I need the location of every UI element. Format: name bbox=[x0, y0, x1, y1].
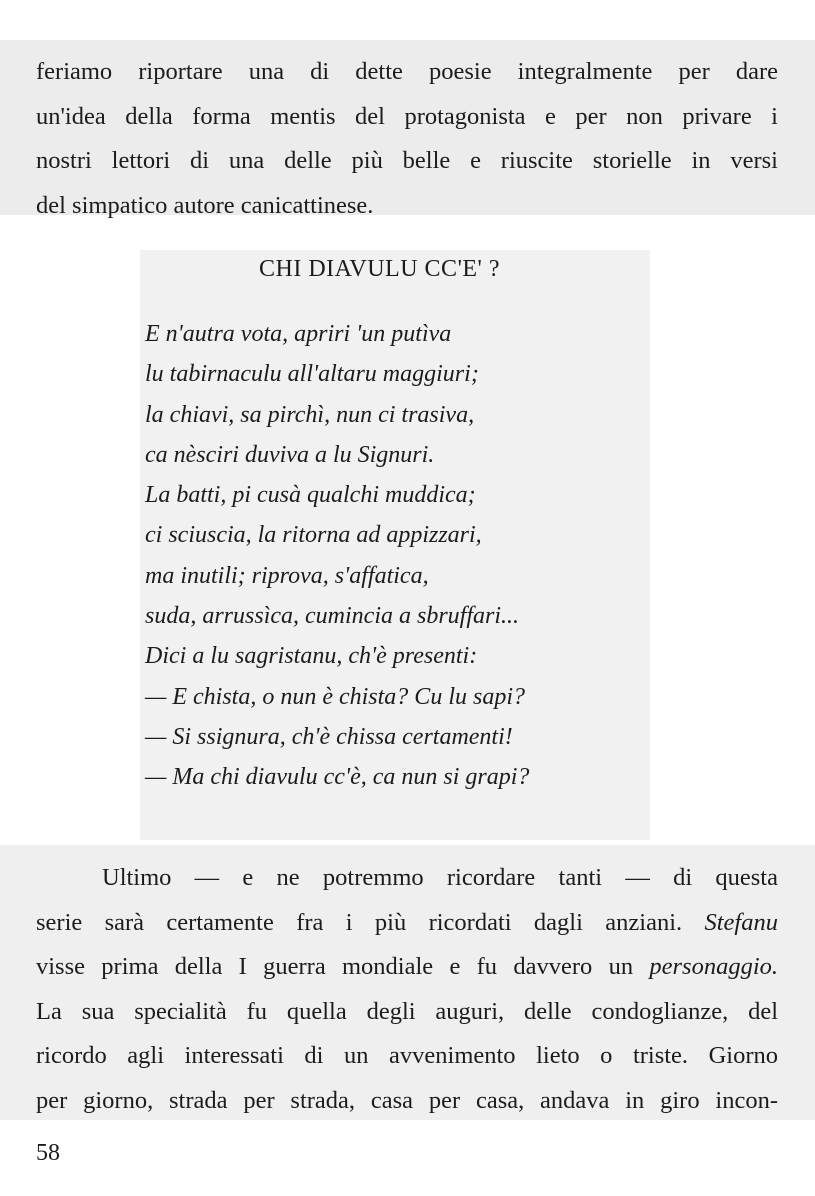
closing-line-3-italic: personaggio. bbox=[649, 953, 778, 980]
poem-verse: La batti, pi cusà qualchi muddica; bbox=[145, 482, 476, 509]
poem-verse: la chiavi, sa pirchì, nun ci trasiva, bbox=[145, 401, 475, 428]
intro-line-1: feriamo riportare una di dette poesie integralmente per dare bbox=[36, 58, 778, 85]
closing-line-1-text: Ultimo — e ne potremmo ricordare tanti — di questa bbox=[102, 864, 778, 891]
intro-line-3: nostri lettori di una delle più belle e riuscite storielle in versi bbox=[36, 147, 778, 174]
poem-title: CHI DIAVULU CC'E' ? bbox=[259, 256, 501, 282]
closing-line-4: La sua specialità fu quella degli auguri, delle condoglianze, del bbox=[36, 997, 778, 1025]
poem-verse: ma inutili; riprova, s'affatica, bbox=[145, 562, 429, 589]
closing-paragraph bbox=[36, 856, 778, 1123]
page-number: 58 bbox=[36, 1140, 60, 1166]
poem-verse: — E chista, o nun è chista? Cu lu sapi? bbox=[145, 683, 525, 710]
intro-line-4: del simpatico autore canicattinese. bbox=[36, 191, 374, 219]
poem-verse: Dici a lu sagristanu, ch'è presenti: bbox=[145, 643, 478, 670]
poem-verses bbox=[145, 314, 645, 798]
closing-line-2 bbox=[36, 901, 778, 946]
closing-line-2-italic: Stefanu bbox=[704, 908, 778, 936]
closing-line-2-text: serie sarà certamente fra i più ricordati dagli anziani. bbox=[36, 908, 683, 936]
poem-verse: — Ma chi diavulu cc'è, ca nun si grapi? bbox=[145, 764, 530, 791]
closing-line-3 bbox=[36, 945, 778, 990]
poem-verse: E n'autra vota, apriri 'un putìva bbox=[145, 321, 452, 347]
poem-verse: — Si ssignura, ch'è chissa certamenti! bbox=[145, 723, 513, 750]
intro-line-2: un'idea della forma mentis del protagonista e per non privare i bbox=[36, 102, 778, 130]
poem-verse: suda, arrussìca, cumincia a sbruffari... bbox=[145, 603, 520, 630]
poem-verse: ca nèsciri duviva a lu Signuri. bbox=[145, 441, 435, 468]
intro-paragraph bbox=[36, 50, 778, 228]
poem-verse: ci sciuscia, la ritorna ad appizzari, bbox=[145, 522, 482, 549]
closing-line-6: per giorno, strada per strada, casa per casa, andava in giro incon- bbox=[36, 1086, 778, 1114]
poem-verse: lu tabirnaculu all'altaru maggiuri; bbox=[145, 361, 479, 388]
closing-line-5: ricordo agli interessati di un avvenimento lieto o triste. Giorno bbox=[36, 1042, 778, 1069]
closing-line-1 bbox=[36, 856, 778, 901]
closing-line-3-text: visse prima della I guerra mondiale e fu davvero un bbox=[36, 953, 634, 980]
